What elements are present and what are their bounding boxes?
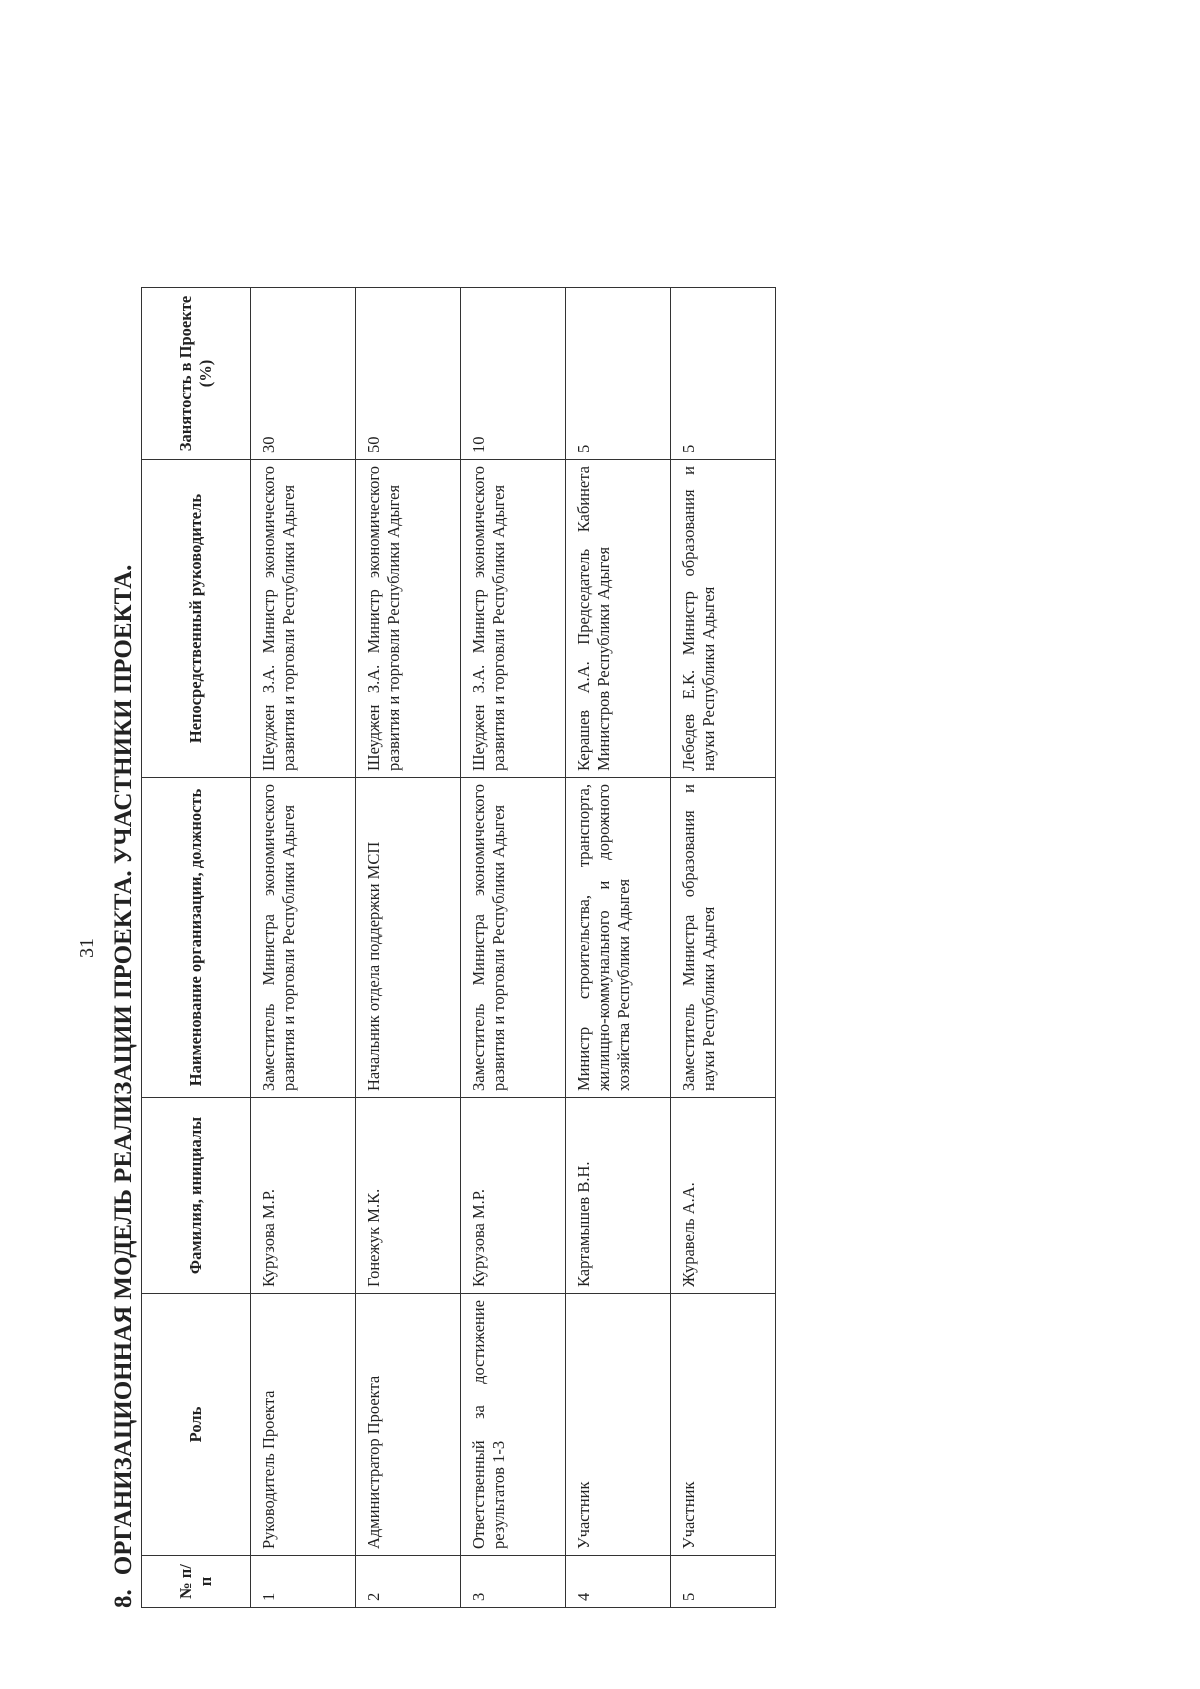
page-number: 31 [76,938,98,958]
section-number: 8. [110,1589,137,1608]
cell-manager: Шеуджен З.А. Министр экономического развития и торговли Республики Адыгея [356,460,461,778]
cell-role: Участник [566,1294,671,1556]
table-row [251,288,356,1608]
section-title: ОРГАНИЗАЦИОННАЯ МОДЕЛЬ РЕАЛИЗАЦИИ ПРОЕКТА. УЧАСТНИКИ ПРОЕКТА. [110,564,137,1576]
cell-name: Гонежук М.К. [356,1098,461,1294]
cell-role: Участник [671,1294,776,1556]
section-heading [109,288,139,1608]
header-manager: Непосредственный руководитель [142,460,251,778]
table-row [356,288,461,1608]
cell-num: 1 [251,1556,356,1608]
cell-share: 50 [356,288,461,460]
cell-manager: Лебедев Е.К. Министр образования и науки Республики Адыгея [671,460,776,778]
cell-manager: Шеуджен З.А. Министр экономического развития и торговли Республики Адыгея [461,460,566,778]
cell-name: Курузова М.Р. [251,1098,356,1294]
header-name: Фамилия, инициалы [142,1098,251,1294]
cell-num: 4 [566,1556,671,1608]
cell-manager: Шеуджен З.А. Министр экономического развития и торговли Республики Адыгея [251,460,356,778]
table-header-row [142,288,251,1608]
header-position: Наименование организации, должность [142,778,251,1098]
table-row [461,288,566,1608]
cell-name: Журавель А.А. [671,1098,776,1294]
participants-table [141,287,776,1608]
header-share: Занятость в Проекте (%) [142,288,251,460]
cell-role: Администратор Проекта [356,1294,461,1556]
cell-share: 10 [461,288,566,460]
cell-share: 5 [671,288,776,460]
cell-position: Заместитель Министра экономического развития и торговли Республики Адыгея [251,778,356,1098]
cell-num: 5 [671,1556,776,1608]
rotated-page [75,288,735,1608]
cell-share: 5 [566,288,671,460]
cell-num: 3 [461,1556,566,1608]
cell-name: Курузова М.Р. [461,1098,566,1294]
cell-share: 30 [251,288,356,460]
cell-num: 2 [356,1556,461,1608]
cell-position: Начальник отдела поддержки МСП [356,778,461,1098]
cell-role: Руководитель Проекта [251,1294,356,1556]
cell-role: Ответственный за достижение результатов 1-3 [461,1294,566,1556]
cell-name: Картамышев В.Н. [566,1098,671,1294]
cell-manager: Керашев А.А. Председатель Кабинета Министров Республики Адыгея [566,460,671,778]
cell-position: Заместитель Министра экономического развития и торговли Республики Адыгея [461,778,566,1098]
table-row [566,288,671,1608]
cell-position: Заместитель Министра образования и науки Республики Адыгея [671,778,776,1098]
header-role: Роль [142,1294,251,1556]
table-row [671,288,776,1608]
header-num: № п/п [142,1556,251,1608]
cell-position: Министр строительства, транспорта, жилищно-коммунального и дорожного хозяйства Республики Адыгея [566,778,671,1098]
